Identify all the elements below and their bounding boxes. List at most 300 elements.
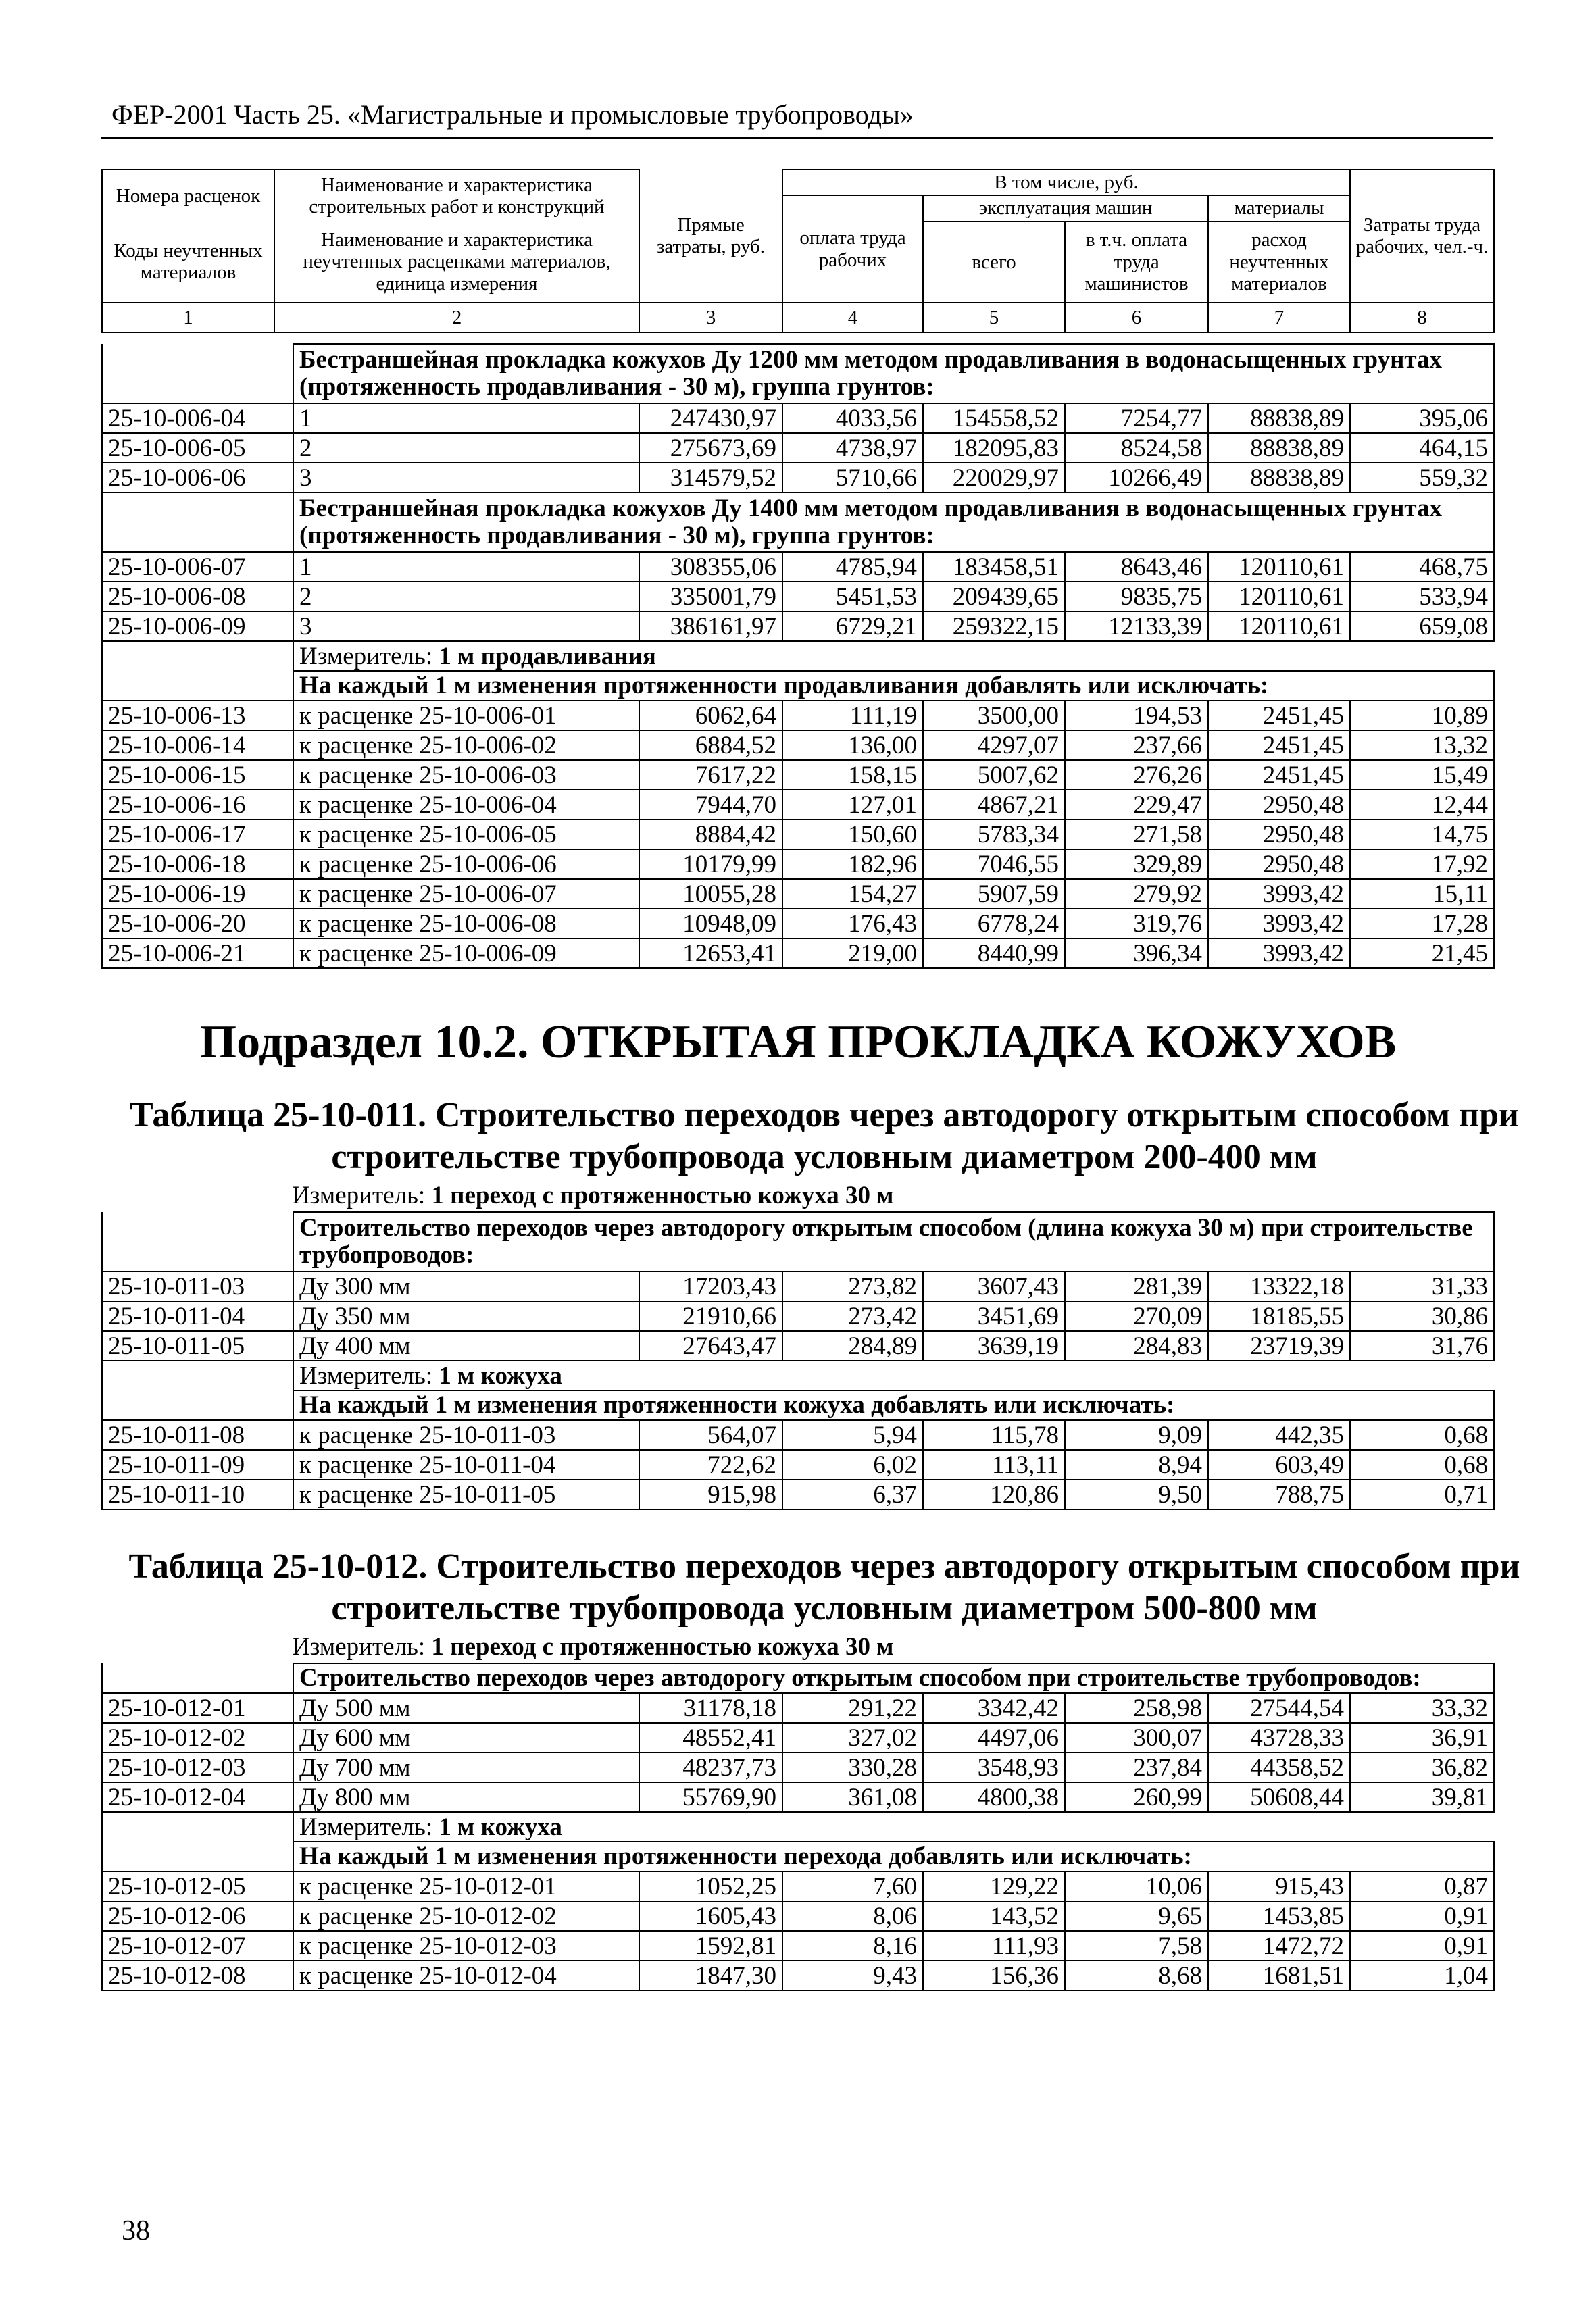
table-row xyxy=(102,611,1494,641)
column-number: 5 xyxy=(923,303,1065,332)
rate-name: к расценке 25-10-006-07 xyxy=(293,879,639,909)
row-spacer xyxy=(102,671,293,701)
header-operator-pay: в т.ч. оплата труда машинистов xyxy=(1065,222,1208,303)
rate-value: 6778,24 xyxy=(923,909,1065,938)
rate-value: 1592,81 xyxy=(639,1931,782,1961)
table-row xyxy=(102,403,1494,433)
header-material-codes: Коды неучтенных материалов xyxy=(102,222,274,303)
row-spacer xyxy=(102,641,293,671)
rate-value: 27643,47 xyxy=(639,1331,782,1361)
rate-value: 271,58 xyxy=(1065,820,1208,849)
table-row xyxy=(102,1420,1494,1450)
rate-value: 2950,48 xyxy=(1208,820,1350,849)
rate-value: 39,81 xyxy=(1350,1782,1494,1812)
rate-value: 6729,21 xyxy=(782,611,923,641)
measure-cell xyxy=(293,1812,1494,1842)
rate-code: 25-10-006-20 xyxy=(102,909,293,938)
rate-value: 788,75 xyxy=(1208,1480,1350,1509)
rate-value: 442,35 xyxy=(1208,1420,1350,1450)
rate-value: 88838,89 xyxy=(1208,403,1350,433)
rate-value: 7254,77 xyxy=(1065,403,1208,433)
column-number: 4 xyxy=(782,303,923,332)
rate-value: 55769,90 xyxy=(639,1782,782,1812)
rate-value: 3451,69 xyxy=(923,1301,1065,1331)
rate-value: 3639,19 xyxy=(923,1331,1065,1361)
rate-value: 915,98 xyxy=(639,1480,782,1509)
row-spacer xyxy=(102,344,293,403)
rate-value: 1,04 xyxy=(1350,1961,1494,1990)
measure-row xyxy=(102,1812,1494,1842)
rate-name: Ду 600 мм xyxy=(293,1723,639,1753)
rate-value: 31,33 xyxy=(1350,1272,1494,1301)
rate-value: 1453,85 xyxy=(1208,1901,1350,1931)
rate-value: 8524,58 xyxy=(1065,433,1208,463)
rate-value: 335001,79 xyxy=(639,582,782,611)
rate-name: к расценке 25-10-006-03 xyxy=(293,760,639,790)
header-material-consumption: расход неучтенных материалов xyxy=(1208,222,1350,303)
rate-value: 4297,07 xyxy=(923,730,1065,760)
section-heading: Строительство переходов через автодорогу открытым способом (длина кожуха 30 м) при строительстве трубопроводов: xyxy=(293,1212,1494,1272)
column-number: 7 xyxy=(1208,303,1350,332)
header-materials: материалы xyxy=(1208,195,1350,221)
row-spacer xyxy=(102,1212,293,1272)
rate-value: 284,89 xyxy=(782,1331,923,1361)
page-number: 38 xyxy=(122,2215,150,2246)
rate-value: 915,43 xyxy=(1208,1871,1350,1901)
rate-value: 31178,18 xyxy=(639,1693,782,1723)
rate-value: 209439,65 xyxy=(923,582,1065,611)
section-heading: На каждый 1 м изменения протяженности продавливания добавлять или исключать: xyxy=(293,671,1494,701)
rate-value: 258,98 xyxy=(1065,1693,1208,1723)
rate-name: к расценке 25-10-012-02 xyxy=(293,1901,639,1931)
table-title-line: строительстве трубопровода условным диаметром 200-400 мм xyxy=(331,1138,1318,1177)
rate-value: 27544,54 xyxy=(1208,1693,1350,1723)
rate-value: 237,66 xyxy=(1065,730,1208,760)
rate-value: 129,22 xyxy=(923,1871,1065,1901)
rate-value: 36,91 xyxy=(1350,1723,1494,1753)
rate-name: к расценке 25-10-006-09 xyxy=(293,938,639,968)
rate-name: к расценке 25-10-012-03 xyxy=(293,1931,639,1961)
table-row xyxy=(102,552,1494,582)
rate-name: к расценке 25-10-011-05 xyxy=(293,1480,639,1509)
measure-unit: 1 м кожуха xyxy=(439,1813,562,1841)
subsection-title: Подраздел 10.2. ОТКРЫТАЯ ПРОКЛАДКА КОЖУХОВ xyxy=(199,1016,1397,1068)
table-row xyxy=(102,730,1494,760)
rate-code: 25-10-006-08 xyxy=(102,582,293,611)
rate-value: 2950,48 xyxy=(1208,849,1350,879)
rate-name: к расценке 25-10-011-03 xyxy=(293,1420,639,1450)
rate-value: 127,01 xyxy=(782,790,923,820)
table-row xyxy=(102,1450,1494,1480)
header-labor-costs: Затраты труда рабочих, чел.-ч. xyxy=(1350,170,1494,303)
rate-value: 1052,25 xyxy=(639,1871,782,1901)
row-spacer xyxy=(102,493,293,552)
table-title-line: Таблица 25-10-011. Строительство переходов через автодорогу открытым способом при xyxy=(129,1096,1520,1134)
table-row xyxy=(102,1693,1494,1723)
rate-name: к расценке 25-10-006-06 xyxy=(293,849,639,879)
rate-value: 176,43 xyxy=(782,909,923,938)
rate-value: 7,58 xyxy=(1065,1931,1208,1961)
table-row xyxy=(102,1931,1494,1961)
table-title-line: Таблица 25-10-012. Строительство переходов через автодорогу открытым способом при xyxy=(128,1547,1520,1586)
rate-value: 9,50 xyxy=(1065,1480,1208,1509)
rate-name: к расценке 25-10-011-04 xyxy=(293,1450,639,1480)
table-row xyxy=(102,760,1494,790)
measure-label: Измеритель: xyxy=(292,1182,426,1209)
rate-name: 1 xyxy=(293,403,639,433)
rate-value: 1472,72 xyxy=(1208,1931,1350,1961)
table-title-25-10-012 xyxy=(128,1546,1520,1630)
rate-value: 8884,42 xyxy=(639,820,782,849)
rate-code: 25-10-006-17 xyxy=(102,820,293,849)
rates-table-25-10-012 xyxy=(101,1663,1495,1991)
table-title-25-10-011 xyxy=(128,1095,1520,1179)
header-material-names: Наименование и характеристика неучтенных расценками материалов, единица измерения xyxy=(274,222,639,303)
rate-value: 10266,49 xyxy=(1065,463,1208,493)
column-number: 1 xyxy=(102,303,274,332)
rate-code: 25-10-012-04 xyxy=(102,1782,293,1812)
rate-name: к расценке 25-10-006-08 xyxy=(293,909,639,938)
rate-code: 25-10-006-15 xyxy=(102,760,293,790)
rate-value: 291,22 xyxy=(782,1693,923,1723)
header-worker-pay: оплата труда рабочих xyxy=(782,195,923,302)
rate-value: 120110,61 xyxy=(1208,582,1350,611)
measure-unit: 1 переход с протяженностью кожуха 30 м xyxy=(431,1182,894,1209)
rate-value: 10,06 xyxy=(1065,1871,1208,1901)
rate-value: 154,27 xyxy=(782,879,923,909)
rate-code: 25-10-006-14 xyxy=(102,730,293,760)
rate-value: 12653,41 xyxy=(639,938,782,968)
rate-value: 8,94 xyxy=(1065,1450,1208,1480)
rate-name: 3 xyxy=(293,611,639,641)
rate-value: 36,82 xyxy=(1350,1753,1494,1782)
table-row xyxy=(102,1871,1494,1901)
rate-value: 2451,45 xyxy=(1208,701,1350,730)
rate-code: 25-10-006-21 xyxy=(102,938,293,968)
row-spacer xyxy=(102,1663,293,1693)
row-spacer xyxy=(102,1812,293,1842)
measure-label: Измеритель: xyxy=(299,1361,433,1390)
rate-value: 2950,48 xyxy=(1208,790,1350,820)
rate-value: 0,91 xyxy=(1350,1931,1494,1961)
rate-value: 120110,61 xyxy=(1208,611,1350,641)
column-number: 8 xyxy=(1350,303,1494,332)
rate-name: к расценке 25-10-006-04 xyxy=(293,790,639,820)
section-heading-row xyxy=(102,671,1494,701)
rate-code: 25-10-011-09 xyxy=(102,1450,293,1480)
table-row xyxy=(102,879,1494,909)
measure-cell xyxy=(293,641,1494,671)
section-heading-row xyxy=(102,1212,1494,1272)
rate-value: 43728,33 xyxy=(1208,1723,1350,1753)
rate-code: 25-10-006-07 xyxy=(102,552,293,582)
rate-value: 7046,55 xyxy=(923,849,1065,879)
measure-label: Измеритель: xyxy=(299,642,433,670)
rate-value: 273,82 xyxy=(782,1272,923,1301)
rate-value: 396,34 xyxy=(1065,938,1208,968)
rate-value: 12,44 xyxy=(1350,790,1494,820)
rate-value: 259322,15 xyxy=(923,611,1065,641)
table-row xyxy=(102,1480,1494,1509)
rate-value: 17203,43 xyxy=(639,1272,782,1301)
header-direct-costs: Прямые затраты, руб. xyxy=(639,170,782,303)
rate-name: к расценке 25-10-006-02 xyxy=(293,730,639,760)
rate-value: 300,07 xyxy=(1065,1723,1208,1753)
rate-code: 25-10-012-02 xyxy=(102,1723,293,1753)
rate-value: 361,08 xyxy=(782,1782,923,1812)
table-row xyxy=(102,1901,1494,1931)
header-machine-operation: эксплуатация машин xyxy=(923,195,1208,221)
header-including: В том числе, руб. xyxy=(782,170,1350,195)
rate-value: 281,39 xyxy=(1065,1272,1208,1301)
section-heading: Бестраншейная прокладка кожухов Ду 1200 мм методом продавливания в водонасыщенных грунтах (протяженность продавливания - 30 м), группа грунтов: xyxy=(293,344,1494,403)
column-number: 6 xyxy=(1065,303,1208,332)
rate-value: 8,68 xyxy=(1065,1961,1208,1990)
rate-code: 25-10-011-05 xyxy=(102,1331,293,1361)
table-row xyxy=(102,938,1494,968)
rate-value: 6,37 xyxy=(782,1480,923,1509)
rates-table-25-10-011 xyxy=(101,1211,1495,1510)
section-heading-row xyxy=(102,1842,1494,1871)
rate-value: 156,36 xyxy=(923,1961,1065,1990)
rate-value: 7944,70 xyxy=(639,790,782,820)
section-heading: На каждый 1 м изменения протяженности перехода добавлять или исключать: xyxy=(293,1842,1494,1871)
rate-value: 0,71 xyxy=(1350,1480,1494,1509)
rate-value: 136,00 xyxy=(782,730,923,760)
rate-value: 468,75 xyxy=(1350,552,1494,582)
rate-name: 2 xyxy=(293,582,639,611)
rate-value: 9835,75 xyxy=(1065,582,1208,611)
rate-value: 13322,18 xyxy=(1208,1272,1350,1301)
rate-value: 276,26 xyxy=(1065,760,1208,790)
rate-value: 237,84 xyxy=(1065,1753,1208,1782)
measure-label: Измеритель: xyxy=(299,1813,433,1841)
rate-value: 158,15 xyxy=(782,760,923,790)
rate-value: 6,02 xyxy=(782,1450,923,1480)
rate-name: Ду 300 мм xyxy=(293,1272,639,1301)
column-number: 2 xyxy=(274,303,639,332)
rate-value: 33,32 xyxy=(1350,1693,1494,1723)
rate-value: 182,96 xyxy=(782,849,923,879)
rate-code: 25-10-012-05 xyxy=(102,1871,293,1901)
rate-value: 9,09 xyxy=(1065,1420,1208,1450)
rate-value: 329,89 xyxy=(1065,849,1208,879)
row-spacer xyxy=(102,1390,293,1420)
table-row xyxy=(102,1301,1494,1331)
rate-value: 8643,46 xyxy=(1065,552,1208,582)
rates-table-25-10-006 xyxy=(101,343,1495,969)
rate-value: 7617,22 xyxy=(639,760,782,790)
header-rule xyxy=(101,137,1493,139)
rate-value: 88838,89 xyxy=(1208,433,1350,463)
rate-value: 4785,94 xyxy=(782,552,923,582)
table-row xyxy=(102,1331,1494,1361)
rate-code: 25-10-006-16 xyxy=(102,790,293,820)
rate-value: 48552,41 xyxy=(639,1723,782,1753)
rate-value: 3607,43 xyxy=(923,1272,1065,1301)
measure-row xyxy=(102,641,1494,671)
rate-value: 0,68 xyxy=(1350,1420,1494,1450)
column-header-table xyxy=(101,169,1495,333)
rate-value: 284,83 xyxy=(1065,1331,1208,1361)
section-heading: Бестраншейная прокладка кожухов Ду 1400 мм методом продавливания в водонасыщенных грунтах (протяженность продавливания - 30 м), группа грунтов: xyxy=(293,493,1494,552)
row-spacer xyxy=(102,1361,293,1390)
table-measure-unit xyxy=(292,1181,894,1210)
rate-value: 2451,45 xyxy=(1208,730,1350,760)
rate-code: 25-10-006-19 xyxy=(102,879,293,909)
rate-value: 395,06 xyxy=(1350,403,1494,433)
measure-unit: 1 м продавливания xyxy=(439,642,656,670)
rate-value: 722,62 xyxy=(639,1450,782,1480)
measure-unit: 1 переход с протяженностью кожуха 30 м xyxy=(431,1633,894,1661)
rate-code: 25-10-012-06 xyxy=(102,1901,293,1931)
rate-code: 25-10-006-06 xyxy=(102,463,293,493)
rate-value: 182095,83 xyxy=(923,433,1065,463)
table-row xyxy=(102,582,1494,611)
rate-code: 25-10-006-09 xyxy=(102,611,293,641)
table-row xyxy=(102,1753,1494,1782)
rate-name: к расценке 25-10-006-05 xyxy=(293,820,639,849)
rate-value: 4033,56 xyxy=(782,403,923,433)
rate-value: 3342,42 xyxy=(923,1693,1065,1723)
measure-unit: 1 м кожуха xyxy=(439,1361,562,1390)
rate-value: 111,93 xyxy=(923,1931,1065,1961)
rate-name: Ду 700 мм xyxy=(293,1753,639,1782)
rate-code: 25-10-006-13 xyxy=(102,701,293,730)
rate-code: 25-10-012-08 xyxy=(102,1961,293,1990)
table-row xyxy=(102,820,1494,849)
rate-code: 25-10-011-10 xyxy=(102,1480,293,1509)
rate-value: 10,89 xyxy=(1350,701,1494,730)
rate-value: 13,32 xyxy=(1350,730,1494,760)
table-row xyxy=(102,463,1494,493)
rate-value: 6062,64 xyxy=(639,701,782,730)
rate-code: 25-10-011-03 xyxy=(102,1272,293,1301)
rate-value: 3993,42 xyxy=(1208,938,1350,968)
rate-code: 25-10-006-05 xyxy=(102,433,293,463)
rate-value: 111,19 xyxy=(782,701,923,730)
rate-value: 308355,06 xyxy=(639,552,782,582)
measure-label: Измеритель: xyxy=(292,1633,426,1661)
rate-value: 386161,97 xyxy=(639,611,782,641)
rate-name: Ду 500 мм xyxy=(293,1693,639,1723)
rate-value: 48237,73 xyxy=(639,1753,782,1782)
rate-value: 8,16 xyxy=(782,1931,923,1961)
rate-value: 12133,39 xyxy=(1065,611,1208,641)
rate-value: 6884,52 xyxy=(639,730,782,760)
rate-value: 18185,55 xyxy=(1208,1301,1350,1331)
measure-cell xyxy=(293,1361,1494,1390)
rate-value: 0,91 xyxy=(1350,1901,1494,1931)
rate-value: 0,87 xyxy=(1350,1871,1494,1901)
header-machines-total: всего xyxy=(923,222,1065,303)
section-heading-row xyxy=(102,493,1494,552)
header-rate-numbers: Номера расценок xyxy=(102,170,274,222)
rate-name: 2 xyxy=(293,433,639,463)
rate-name: 1 xyxy=(293,552,639,582)
rate-value: 1605,43 xyxy=(639,1901,782,1931)
rate-value: 533,94 xyxy=(1350,582,1494,611)
table-row xyxy=(102,909,1494,938)
rate-value: 220029,97 xyxy=(923,463,1065,493)
rate-value: 120,86 xyxy=(923,1480,1065,1509)
rate-value: 21910,66 xyxy=(639,1301,782,1331)
rate-value: 5907,59 xyxy=(923,879,1065,909)
rate-value: 0,68 xyxy=(1350,1450,1494,1480)
table-row xyxy=(102,1723,1494,1753)
rate-value: 150,60 xyxy=(782,820,923,849)
rate-value: 247430,97 xyxy=(639,403,782,433)
rate-value: 10948,09 xyxy=(639,909,782,938)
rate-name: к расценке 25-10-006-01 xyxy=(293,701,639,730)
rate-value: 115,78 xyxy=(923,1420,1065,1450)
rate-value: 88838,89 xyxy=(1208,463,1350,493)
section-heading-row xyxy=(102,1390,1494,1420)
rate-value: 4738,97 xyxy=(782,433,923,463)
rate-value: 21,45 xyxy=(1350,938,1494,968)
table-row xyxy=(102,1782,1494,1812)
header-work-name: Наименование и характеристика строительных работ и конструкций xyxy=(274,170,639,222)
rate-value: 14,75 xyxy=(1350,820,1494,849)
rate-value: 603,49 xyxy=(1208,1450,1350,1480)
rate-value: 4867,21 xyxy=(923,790,1065,820)
rate-value: 5,94 xyxy=(782,1420,923,1450)
rate-value: 564,07 xyxy=(639,1420,782,1450)
rate-value: 30,86 xyxy=(1350,1301,1494,1331)
row-spacer xyxy=(102,1842,293,1871)
table-row xyxy=(102,1961,1494,1990)
rate-code: 25-10-006-18 xyxy=(102,849,293,879)
running-header: ФЕР-2001 Часть 25. «Магистральные и промысловые трубопроводы» xyxy=(111,99,914,130)
rate-value: 229,47 xyxy=(1065,790,1208,820)
rate-code: 25-10-011-08 xyxy=(102,1420,293,1450)
rate-value: 194,53 xyxy=(1065,701,1208,730)
rate-value: 4497,06 xyxy=(923,1723,1065,1753)
rate-code: 25-10-006-04 xyxy=(102,403,293,433)
rate-value: 9,65 xyxy=(1065,1901,1208,1931)
rate-value: 5783,34 xyxy=(923,820,1065,849)
rate-name: 3 xyxy=(293,463,639,493)
rate-value: 113,11 xyxy=(923,1450,1065,1480)
rate-value: 183458,51 xyxy=(923,552,1065,582)
table-row xyxy=(102,701,1494,730)
rate-value: 3993,42 xyxy=(1208,879,1350,909)
column-number: 3 xyxy=(639,303,782,332)
rate-value: 3548,93 xyxy=(923,1753,1065,1782)
rate-value: 17,92 xyxy=(1350,849,1494,879)
rate-value: 659,08 xyxy=(1350,611,1494,641)
rate-value: 5451,53 xyxy=(782,582,923,611)
rate-value: 270,09 xyxy=(1065,1301,1208,1331)
rate-value: 9,43 xyxy=(782,1961,923,1990)
rate-value: 319,76 xyxy=(1065,909,1208,938)
rate-code: 25-10-011-04 xyxy=(102,1301,293,1331)
rate-value: 8440,99 xyxy=(923,938,1065,968)
table-title-line: строительстве трубопровода условным диаметром 500-800 мм xyxy=(331,1589,1318,1628)
rate-value: 327,02 xyxy=(782,1723,923,1753)
rate-value: 50608,44 xyxy=(1208,1782,1350,1812)
rate-code: 25-10-012-07 xyxy=(102,1931,293,1961)
rate-value: 3993,42 xyxy=(1208,909,1350,938)
measure-row xyxy=(102,1361,1494,1390)
rate-value: 279,92 xyxy=(1065,879,1208,909)
rate-value: 8,06 xyxy=(782,1901,923,1931)
rate-value: 2451,45 xyxy=(1208,760,1350,790)
rate-name: к расценке 25-10-012-01 xyxy=(293,1871,639,1901)
rate-value: 154558,52 xyxy=(923,403,1065,433)
rate-code: 25-10-012-03 xyxy=(102,1753,293,1782)
rate-value: 1847,30 xyxy=(639,1961,782,1990)
